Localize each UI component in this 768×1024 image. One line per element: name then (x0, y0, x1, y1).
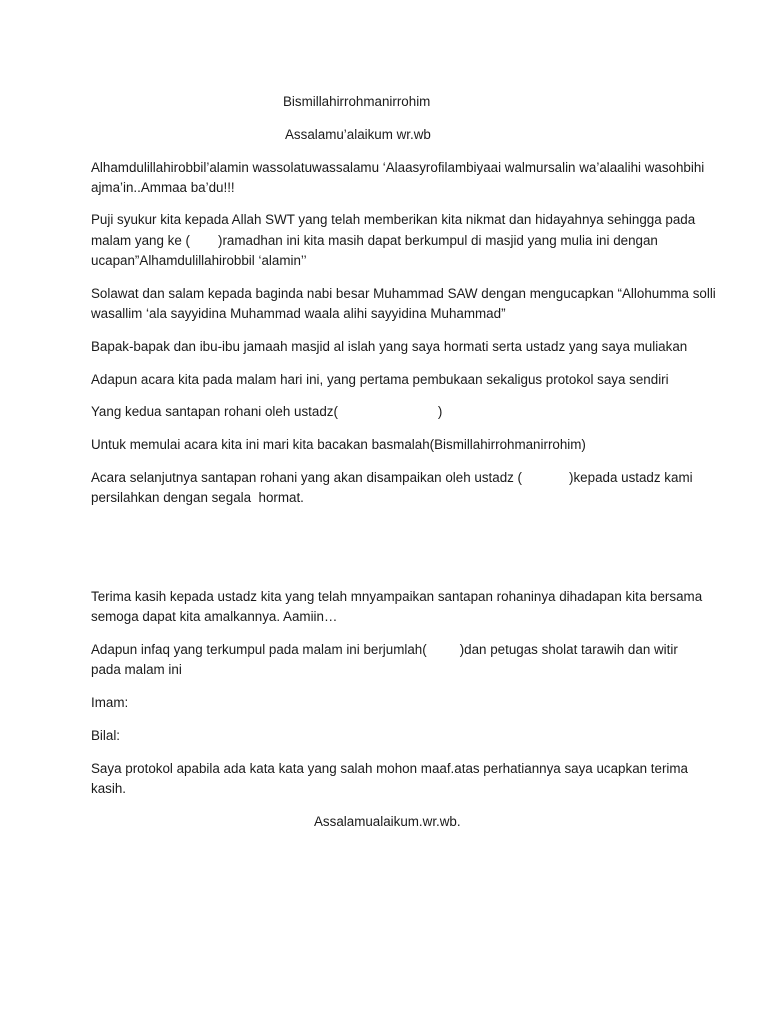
paragraph-10-line-1-end: )dan petugas sholat tarawih dan witir (459, 642, 678, 657)
paragraph-9-line-1: Terima kasih kepada ustadz kita yang telah mnyampaikan santapan rohaninya dihadapan kita bersama (91, 589, 703, 604)
paragraph-8-line-1-start: Acara selanjutnya santapan rohani yang akan disampaikan oleh ustadz ( (91, 470, 523, 485)
paragraph-2-line-2 (91, 231, 658, 251)
paragraph-11-line-2: kasih. (91, 781, 126, 796)
paragraph-8-line-1-end: )kepada ustadz kami (569, 470, 693, 485)
paragraph-10-line-2: pada malam ini (91, 662, 182, 677)
paragraph-2-line-1: Puji syukur kita kepada Allah SWT yang telah memberikan kita nikmat dan hidayahnya sehingga pada (91, 212, 696, 227)
paragraph-4: Bapak-bapak dan ibu-ibu jamaah masjid al islah yang saya hormati serta ustadz yang saya muliakan (91, 339, 688, 354)
paragraph-10-line-1-start: Adapun infaq yang terkumpul pada malam ini berjumlah( (91, 642, 427, 657)
paragraph-8-line-1 (91, 468, 693, 488)
paragraph-6-end: ) (437, 404, 443, 419)
paragraph-1-line-1: Alhamdulillahirobbil’alamin wassolatuwassalamu ‘Alaasyrofilambiyaai walmursalin wa’alaalihi wasohbihi (91, 160, 705, 175)
opening-greeting: Assalamu’alaikum wr.wb (285, 127, 431, 142)
paragraph-11-line-1: Saya protokol apabila ada kata kata yang salah mohon maaf.atas perhatiannya saya ucapkan terima (91, 761, 689, 776)
paragraph-9-line-2: semoga dapat kita amalkannya. Aamiin… (91, 609, 338, 624)
paragraph-8-line-2: persilahkan dengan segala hormat. (91, 490, 304, 505)
paragraph-3-line-1: Solawat dan salam kepada baginda nabi besar Muhammad SAW dengan mengucapkan “Allohumma solli (91, 286, 716, 301)
closing-greeting: Assalamualaikum.wr.wb. (314, 814, 461, 829)
paragraph-7: Untuk memulai acara kita ini mari kita bacakan basmalah(Bismillahirrohmanirrohim) (91, 437, 586, 452)
paragraph-3-line-2: wasallim ‘ala sayyidina Muhammad waala alihi sayyidina Muhammad” (91, 306, 506, 321)
paragraph-6-start: Yang kedua santapan rohani oleh ustadz( (91, 404, 338, 419)
paragraph-5: Adapun acara kita pada malam hari ini, yang pertama pembukaan sekaligus protokol saya sendiri (91, 372, 669, 387)
paragraph-2-line-2-start: malam yang ke ( (91, 233, 190, 248)
imam-label: Imam: (91, 695, 129, 710)
bilal-label: Bilal: (91, 728, 121, 743)
paragraph-1-line-2: ajma’in..Ammaa ba’du!!! (91, 180, 235, 195)
paragraph-10-line-1 (91, 640, 678, 660)
paragraph-2-line-3: ucapan”Alhamdulillahirobbil ‘alamin’’ (91, 253, 307, 268)
basmalah-heading: Bismillahirrohmanirrohim (283, 94, 431, 109)
paragraph-2-line-2-end: )ramadhan ini kita masih dapat berkumpul di masjid yang mulia ini dengan (217, 233, 658, 248)
paragraph-6 (91, 402, 442, 422)
